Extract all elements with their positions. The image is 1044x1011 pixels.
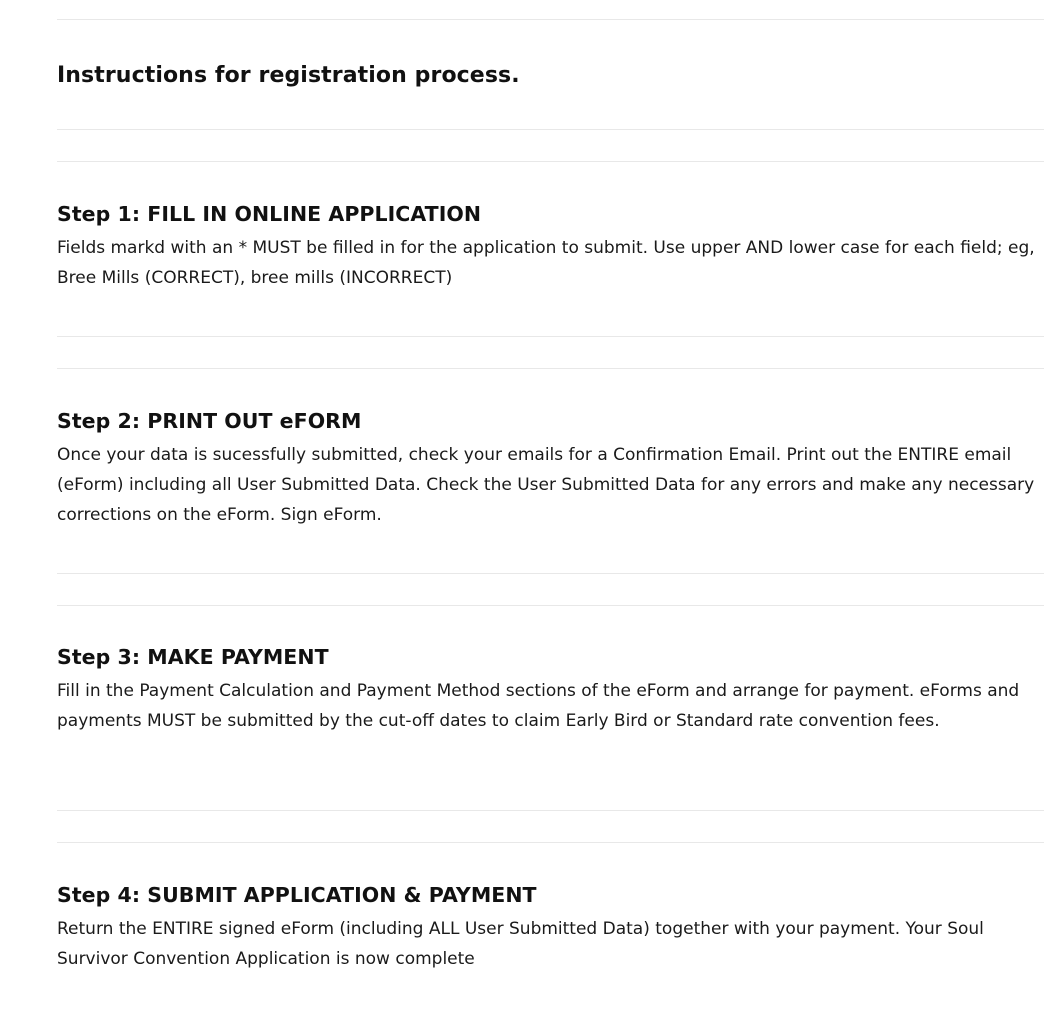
section-heading-step-1: Step 1: FILL IN ONLINE APPLICATION: [57, 202, 482, 226]
rule-below-step-3: [57, 810, 1044, 811]
rule-above-step-2: [57, 368, 1044, 369]
section-body-step-3: Fill in the Payment Calculation and Payment Method sections of the eForm and arrange for payment. eForms and payments MUST be submitted by the cut-off dates to claim Early Bird or Standard rate convention fees.: [57, 681, 1025, 731]
rule-top: [57, 19, 1044, 20]
section-body-step-4: Return the ENTIRE signed eForm (including ALL User Submitted Data) together with your payment. Your Soul Survivor Convention Application is now complete: [57, 919, 990, 969]
section-heading-step-2: Step 2: PRINT OUT eFORM: [57, 409, 362, 433]
section-body-step-2: Once your data is sucessfully submitted, check your emails for a Confirmation Email. Print out the ENTIRE email (eForm) including all User Submitted Data. Check the User Submitted Data for any errors and make any necessary corrections on the eForm. Sign eForm.: [57, 445, 1040, 525]
rule-above-step-4: [57, 842, 1044, 843]
section-step-2: [57, 407, 1044, 530]
page-title: Instructions for registration process.: [57, 63, 520, 88]
rule-below-title: [57, 129, 1044, 130]
rule-above-step-1: [57, 161, 1044, 162]
rule-below-step-1: [57, 336, 1044, 337]
rule-below-step-2: [57, 573, 1044, 574]
section-body-step-1: Fields markd with an * MUST be filled in for the application to submit. Use upper AND lower case for each field; eg, Bree Mills (CORRECT), bree mills (INCORRECT): [57, 238, 1041, 288]
rule-above-step-3: [57, 605, 1044, 606]
section-heading-step-4: Step 4: SUBMIT APPLICATION & PAYMENT: [57, 883, 537, 907]
section-step-3: [57, 643, 1044, 736]
section-heading-step-3: Step 3: MAKE PAYMENT: [57, 645, 329, 669]
section-step-4: [57, 881, 1017, 974]
section-step-1: [57, 200, 1044, 293]
